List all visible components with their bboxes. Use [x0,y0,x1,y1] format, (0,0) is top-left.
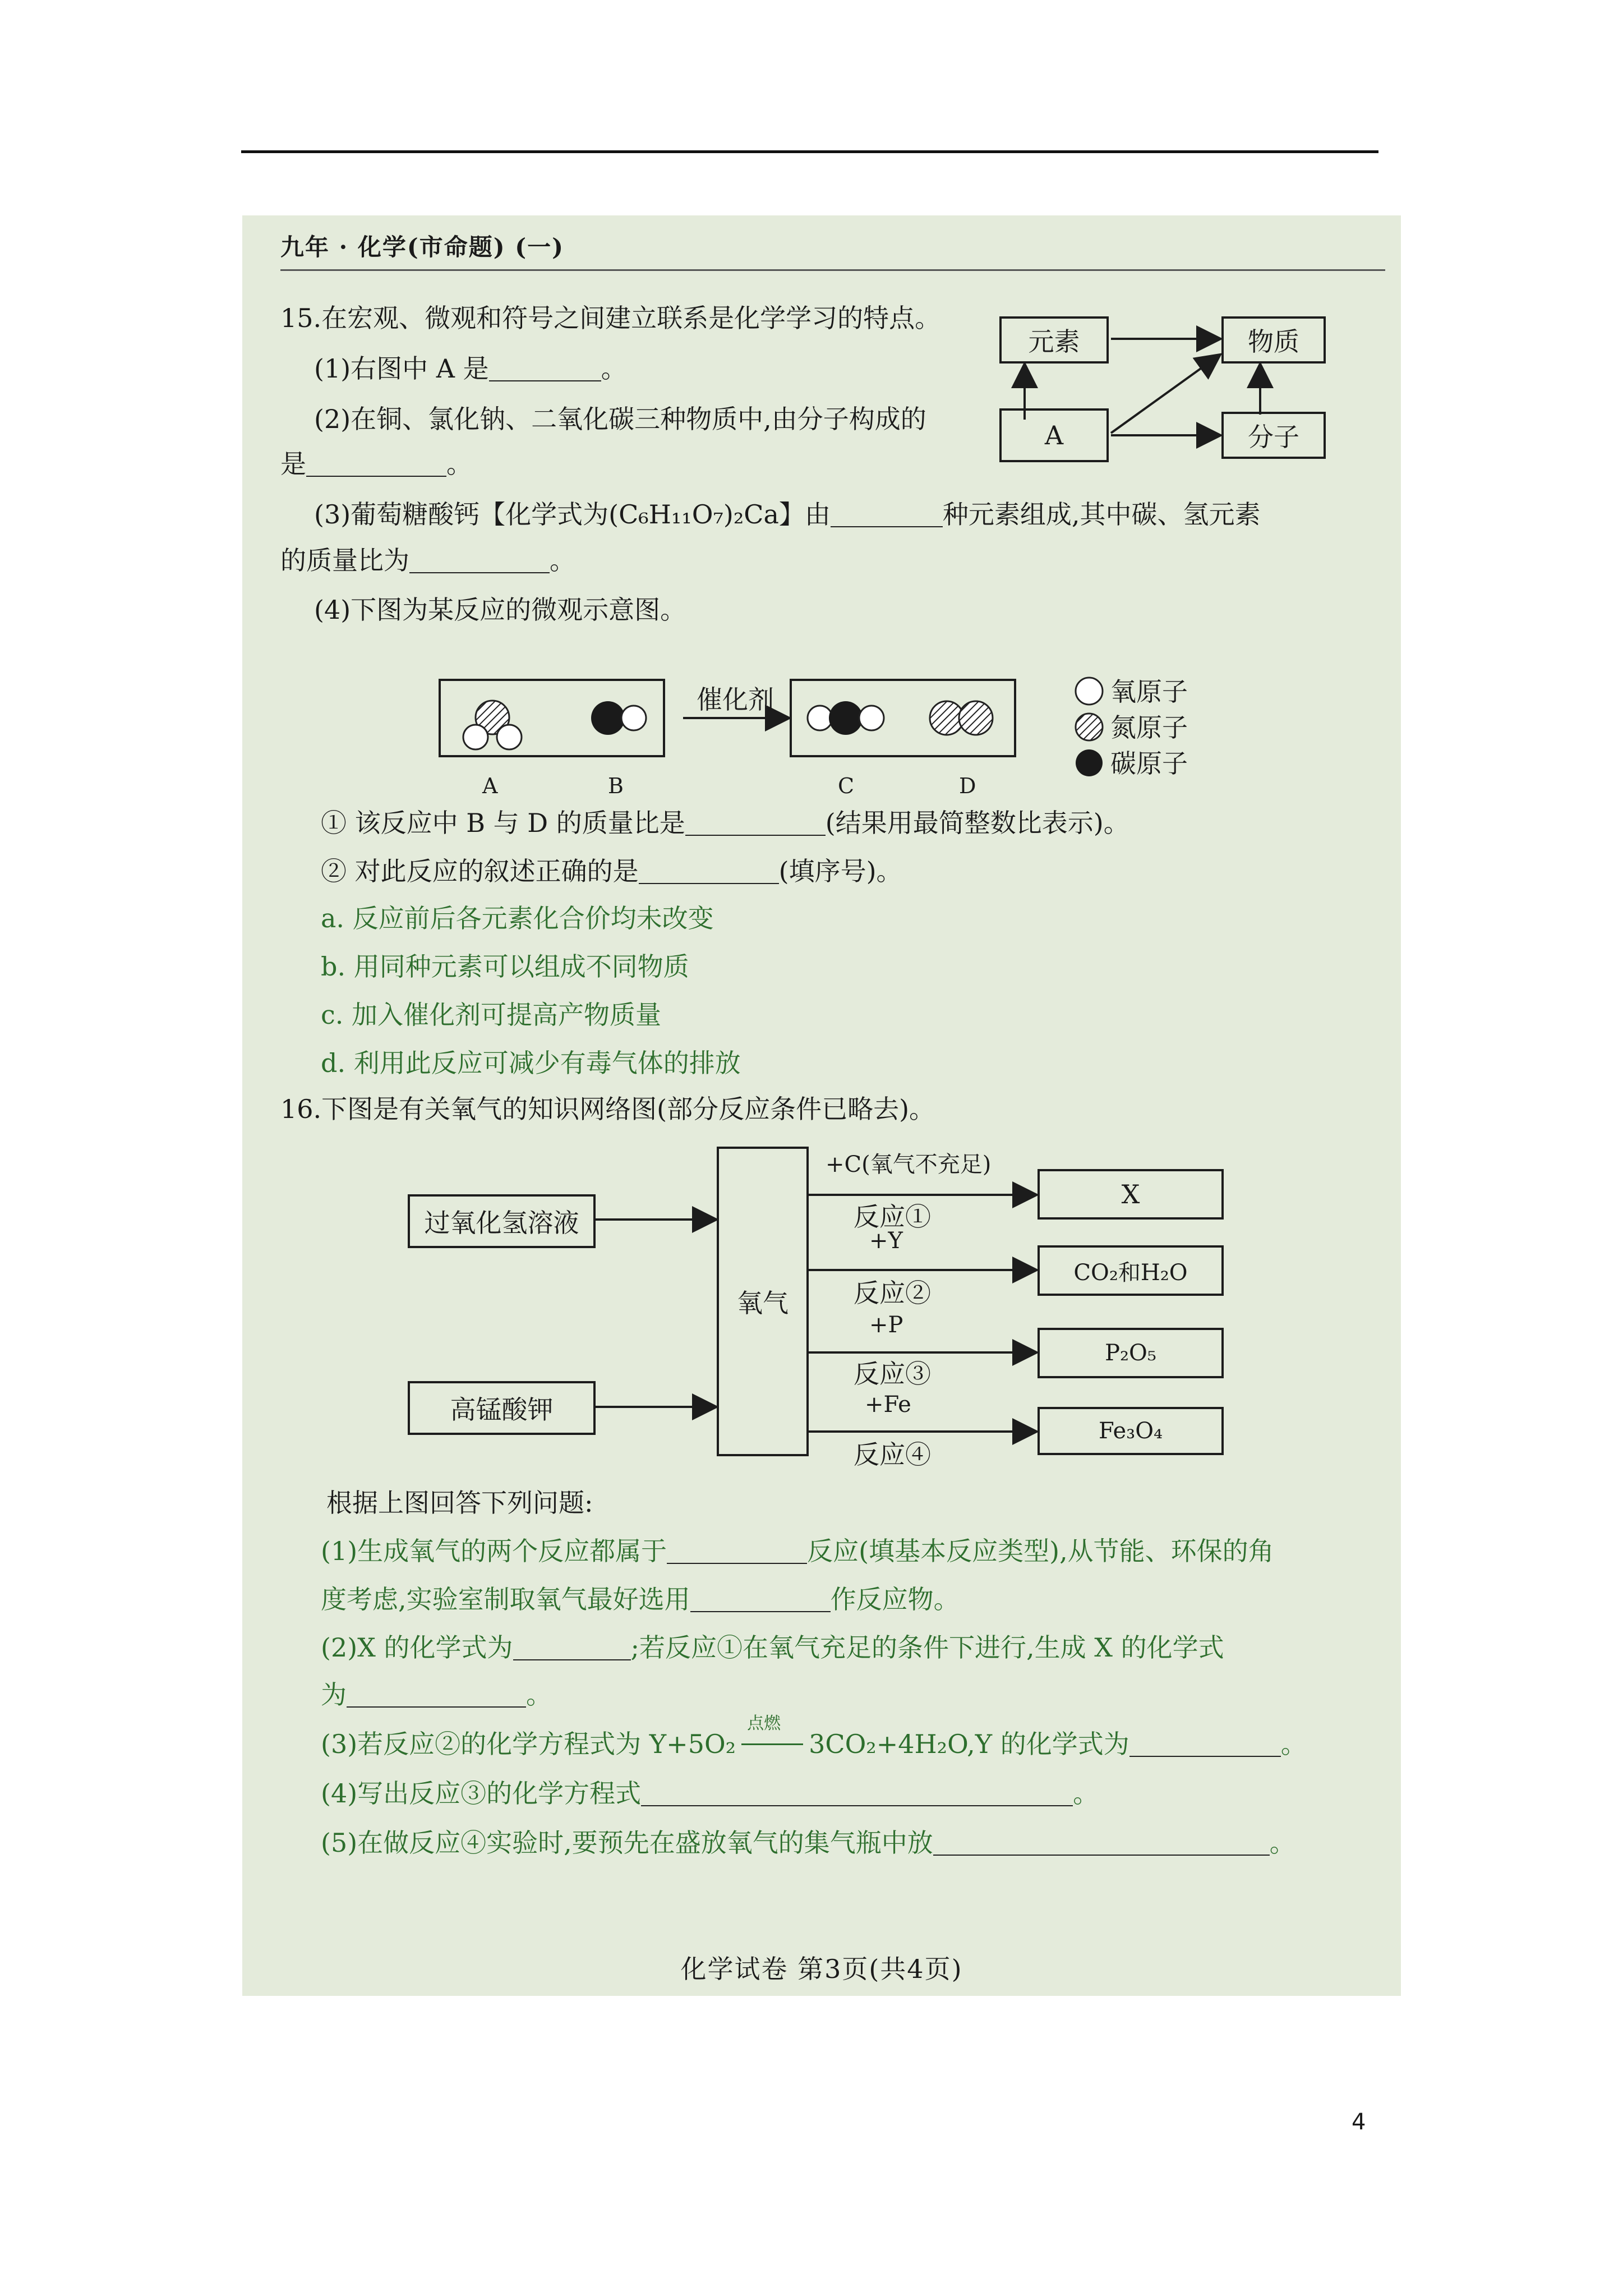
a-box: A [999,408,1109,462]
q16-part1b: 度考虑,实验室制取氧气最好选用 作反应物。 [321,1584,960,1614]
reaction-2: 反应② [854,1278,931,1308]
q15-stem: 15.在宏观、微观和符号之间建立联系是化学学习的特点。 [280,303,941,333]
hydrogen-peroxide-box: 过氧化氢溶液 [408,1194,596,1248]
oxygen-box: 氧气 [717,1147,809,1456]
answer-blank[interactable] [667,1540,807,1564]
scanned-exam-page [242,215,1401,1996]
option-c: c. 加入催化剂可提高产物质量 [321,1000,662,1030]
answer-blank[interactable] [641,1783,1073,1806]
answer-blank[interactable] [513,1637,631,1660]
answer-blank[interactable] [1129,1733,1281,1757]
q16-part2b: 为 。 [321,1680,552,1710]
element-box: 元素 [999,316,1109,364]
product-x-box: X [1038,1169,1224,1220]
product-fe3o4-box: Fe₃O₄ [1038,1407,1224,1455]
exam-header: 九年 · 化学(市命题) (一) [280,233,564,261]
q15-part4: (4)下图为某反应的微观示意图。 [314,595,686,625]
legend-oxygen: 氧原子 [1110,677,1188,707]
q16-intro: 根据上图回答下列问题: [326,1488,593,1518]
q16-part1a: (1)生成氧气的两个反应都属于 反应(填基本反应类型),从节能、环保的角 [321,1536,1274,1566]
label-a: A [482,774,498,798]
q15-sub1: ① 该反应中 B 与 D 的质量比是 (结果用最简整数比表示)。 [321,808,1129,838]
q16-part3: (3)若反应②的化学方程式为 Y+5O₂ 点燃 3CO₂+4H₂O,Y 的化学式为 。 [321,1714,1307,1759]
condition-ignite: 点燃 [747,1714,781,1733]
catalyst-label: 催化剂 [697,684,774,715]
reagent-3: +P [869,1312,903,1338]
q15-part3a: (3)葡萄糖酸钙【化学式为(C₆H₁₁O₇)₂Ca】由 种元素组成,其中碳、氢元素 [314,499,1261,530]
substance-box: 物质 [1221,316,1326,364]
top-rule [241,150,1378,153]
option-b: b. 用同种元素可以组成不同物质 [321,951,689,982]
q16-part5: (5)在做反应④实验时,要预先在盛放氧气的集气瓶中放 。 [321,1828,1295,1858]
answer-blank[interactable] [933,1832,1270,1856]
product-co2-h2o-box: CO₂和H₂O [1038,1245,1224,1296]
product-p2o5-box: P₂O₅ [1038,1328,1224,1378]
label-d: D [959,774,976,798]
q16-part4: (4)写出反应③的化学方程式 。 [321,1778,1099,1809]
q16-stem: 16.下图是有关氧气的知识网络图(部分反应条件已略去)。 [280,1094,935,1124]
q15-part2b: 是 。 [280,449,472,479]
reaction-1: 反应① [854,1202,931,1232]
label-c: C [838,774,855,798]
legend-nitrogen: 氮原子 [1110,712,1188,743]
reaction-3: 反应③ [854,1359,931,1389]
page-number: 4 [1352,2109,1366,2135]
q15-part2a: (2)在铜、氯化钠、二氧化碳三种物质中,由分子构成的 [314,404,926,434]
reaction-4: 反应④ [854,1439,931,1470]
reagent-2: +Y [869,1228,903,1254]
q16-part2a: (2)X 的化学式为 ;若反应①在氧气充足的条件下进行,生成 X 的化学式 [321,1632,1224,1663]
q15-part1: (1)右图中 A 是 。 [314,353,627,384]
answer-blank[interactable] [690,1589,831,1612]
q15-sub2: ② 对此反应的叙述正确的是 (填序号)。 [321,856,902,886]
option-a: a. 反应前后各元素化合价均未改变 [321,903,714,933]
answer-blank[interactable] [347,1684,526,1708]
molecule-box: 分子 [1221,412,1326,459]
reagent-4: +Fe [865,1392,911,1418]
option-d: d. 利用此反应可减少有毒气体的排放 [321,1048,741,1078]
potassium-permanganate-box: 高锰酸钾 [408,1381,596,1435]
page-footer: 化学试卷 第3页(共4页) [680,1954,963,1984]
label-b: B [608,774,624,798]
legend-carbon: 碳原子 [1110,748,1188,779]
q15-part3b: 的质量比为 。 [280,545,575,576]
reagent-1: +C(氧气不充足) [826,1152,992,1177]
